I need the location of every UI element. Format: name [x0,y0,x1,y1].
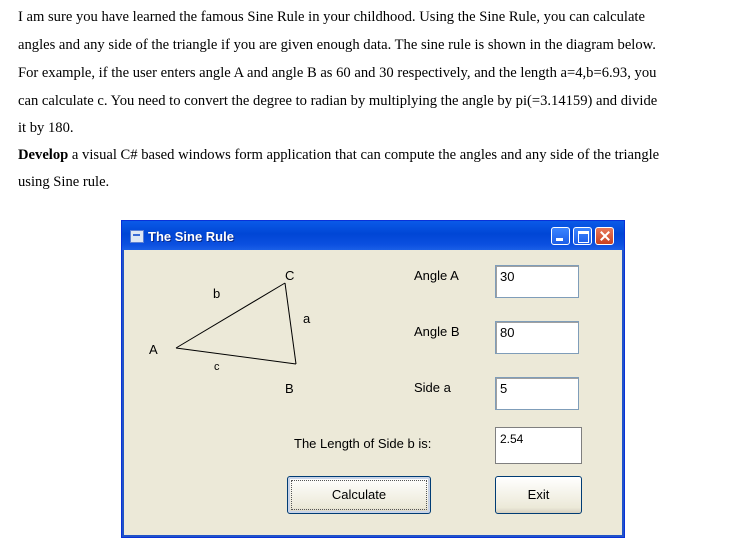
calculate-button-label: Calculate [331,487,387,502]
paragraph-line: angles and any side of the triangle if you are given enough data. The sine rule is shown in the diagram below. [18,37,656,53]
angle-b-label: Angle B [414,324,460,339]
paragraph-line: I am sure you have learned the famous Sine Rule in your childhood. Using the Sine Rule, you can calculate [18,9,645,25]
paragraph-line: For example, if the user enters angle A and angle B as 60 and 30 respectively, and the length a=4,b=6.93, you [18,65,657,81]
side-c-label: c [214,361,220,373]
focus-rectangle [291,480,427,510]
angle-a-input[interactable]: 30 [495,265,579,298]
develop-text: a visual C# based windows form application that can compute the angles and any side of the triangle [68,147,660,163]
side-a-label: a [303,311,311,326]
paragraph-line: can calculate c. You need to convert the degree to radian by multiplying the angle by pi(=3.14159) and divide [18,93,658,109]
side-a-field-label: Side a [414,380,451,395]
side-b-label: b [213,286,221,301]
paragraph-line: using Sine rule. [18,174,110,190]
side-a-input[interactable]: 5 [495,377,579,410]
develop-line [18,148,659,163]
exit-button-label: Exit [527,487,550,502]
angle-b-input[interactable]: 80 [495,321,579,354]
exit-button[interactable] [495,476,582,514]
angle-a-label: Angle A [414,268,459,283]
result-label: The Length of Side b is: [294,436,432,451]
vertex-a-label: A [149,342,158,357]
side-b-result: 2.54 [495,427,582,464]
vertex-b-label: B [285,381,294,396]
sine-rule-window [121,220,625,538]
calculate-button[interactable] [287,476,431,514]
vertex-c-label: C [285,268,295,283]
window-title: The Sine Rule [148,229,234,244]
develop-bold: Develop [18,147,69,163]
paragraph-line: it by 180. [18,120,74,136]
